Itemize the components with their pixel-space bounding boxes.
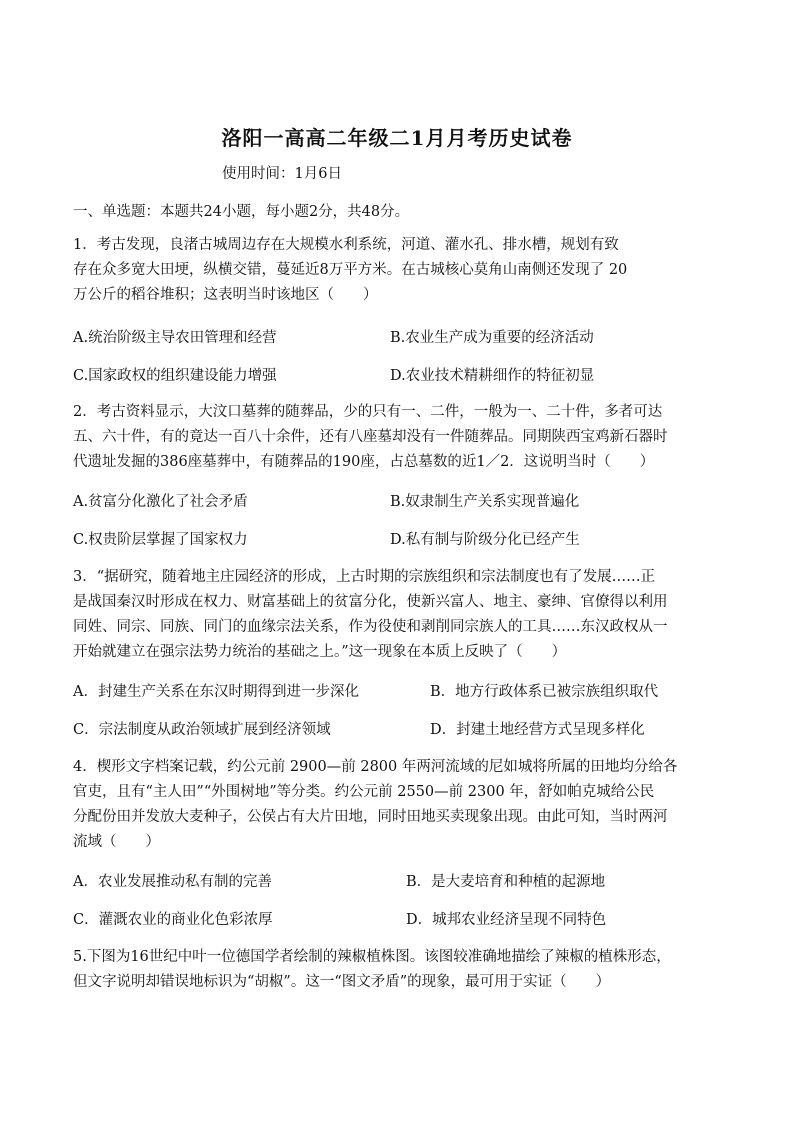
question-line: 代遗址发掘的386座墓葬中，有随葬品的190座，占总墓数的近1／2．这说明当时（ ） — [73, 454, 655, 470]
question-line: 开始就建立在强宗法势力统治的基础之上。”这一现象在本质上反映了（ ） — [73, 644, 567, 660]
option-a[interactable]: A．农业发展推动私有制的完善 — [73, 874, 272, 890]
question-line: 1．考古发现，良渚古城周边存在大规模水利系统，河道、灌水孔、排水槽，规划有致 — [73, 237, 619, 253]
option-b[interactable]: B.农业生产成为重要的经济活动 — [390, 330, 594, 346]
option-a[interactable]: A.统治阶级主导农田管理和经营 — [73, 330, 277, 346]
option-a[interactable]: A．封建生产关系在东汉时期得到进一步深化 — [73, 684, 359, 700]
question-2 — [73, 400, 725, 475]
question-line: 5.下图为16世纪中叶一位德国学者绘制的辣椒植株图。该图较准确地描绘了辣椒的植株形态， — [73, 949, 671, 965]
option-d[interactable]: D．城邦农业经济呈现不同特色 — [406, 912, 607, 928]
question-line: 万公斤的稻谷堆积；这表明当时该地区（ ） — [73, 287, 378, 303]
question-line: 存在众多宽大田埂，纵横交错，蔓延近8万平方米。在古城核心莫角山南侧还发现了 20 — [73, 262, 628, 278]
option-b[interactable]: B．地方行政体系已被宗族组织取代 — [430, 684, 659, 700]
question-line: 同姓、同宗、同族、同门的血缘宗法关系，作为役使和剥削同宗族人的工具……东汉政权从一 — [73, 619, 668, 635]
option-c[interactable]: C．灌溉农业的商业化色彩浓厚 — [73, 912, 273, 928]
option-c[interactable]: C.权贵阶层掌握了国家权力 — [73, 532, 248, 548]
option-d[interactable]: D.私有制与阶级分化已经产生 — [390, 532, 580, 548]
question-line: 五、六十件，有的竟达一百八十余件，还有八座墓却没有一件随葬品。同期陕西宝鸡新石器时 — [73, 429, 668, 445]
question-line: 流域（ ） — [73, 834, 160, 850]
question-line: 是战国秦汉时形成在权力、财富基础上的贫富分化，使新兴富人、地主、豪绅、官僚得以利用 — [73, 594, 668, 610]
question-line: 4．楔形文字档案记载，约公元前 2900—前 2800 年两河流域的尼如城将所属的田地均分给各 — [73, 759, 678, 775]
question-1 — [73, 233, 725, 308]
option-b[interactable]: B．是大麦培育和种植的起源地 — [406, 874, 606, 890]
question-line: 分配份田并发放大麦种子，公侯占有大片田地，同时田地买卖现象出现。由此可知，当时两河 — [73, 809, 668, 825]
question-line: 但文字说明却错误地标识为“胡椒”。这一“图文矛盾”的现象，最可用于实证（ ） — [73, 974, 611, 990]
option-d[interactable]: D.农业技术精耕细作的特征初显 — [390, 368, 595, 384]
option-c[interactable]: C.国家政权的组织建设能力增强 — [73, 368, 277, 384]
question-line: 2．考古资料显示，大汶口墓葬的随葬品，少的只有一、二件，一般为一、二十件，多者可达 — [73, 404, 663, 420]
question-5 — [73, 945, 725, 995]
question-line: 官吏，且有“主人田”“外围树地”等分类。约公元前 2550—前 2300 年，舒如帕克城给公民 — [73, 784, 655, 800]
question-line: 3．“据研究，随着地主庄园经济的形成，上古时期的宗族组织和宗法制度也有了发展……正 — [73, 569, 656, 585]
exam-title: 洛阳一高高二年级二1月月考历史试卷 — [221, 126, 573, 150]
exam-date: 使用时间：1月6日 — [222, 166, 342, 182]
question-4 — [73, 755, 725, 855]
option-d[interactable]: D．封建土地经营方式呈现多样化 — [430, 722, 645, 738]
question-3 — [73, 565, 725, 665]
section-heading: 一、单选题：本题共24小题，每小题2分，共48分。 — [73, 204, 410, 220]
option-c[interactable]: C．宗法制度从政治领域扩展到经济领域 — [73, 722, 331, 738]
option-b[interactable]: B.奴隶制生产关系实现普遍化 — [390, 494, 580, 510]
option-a[interactable]: A.贫富分化激化了社会矛盾 — [73, 494, 248, 510]
